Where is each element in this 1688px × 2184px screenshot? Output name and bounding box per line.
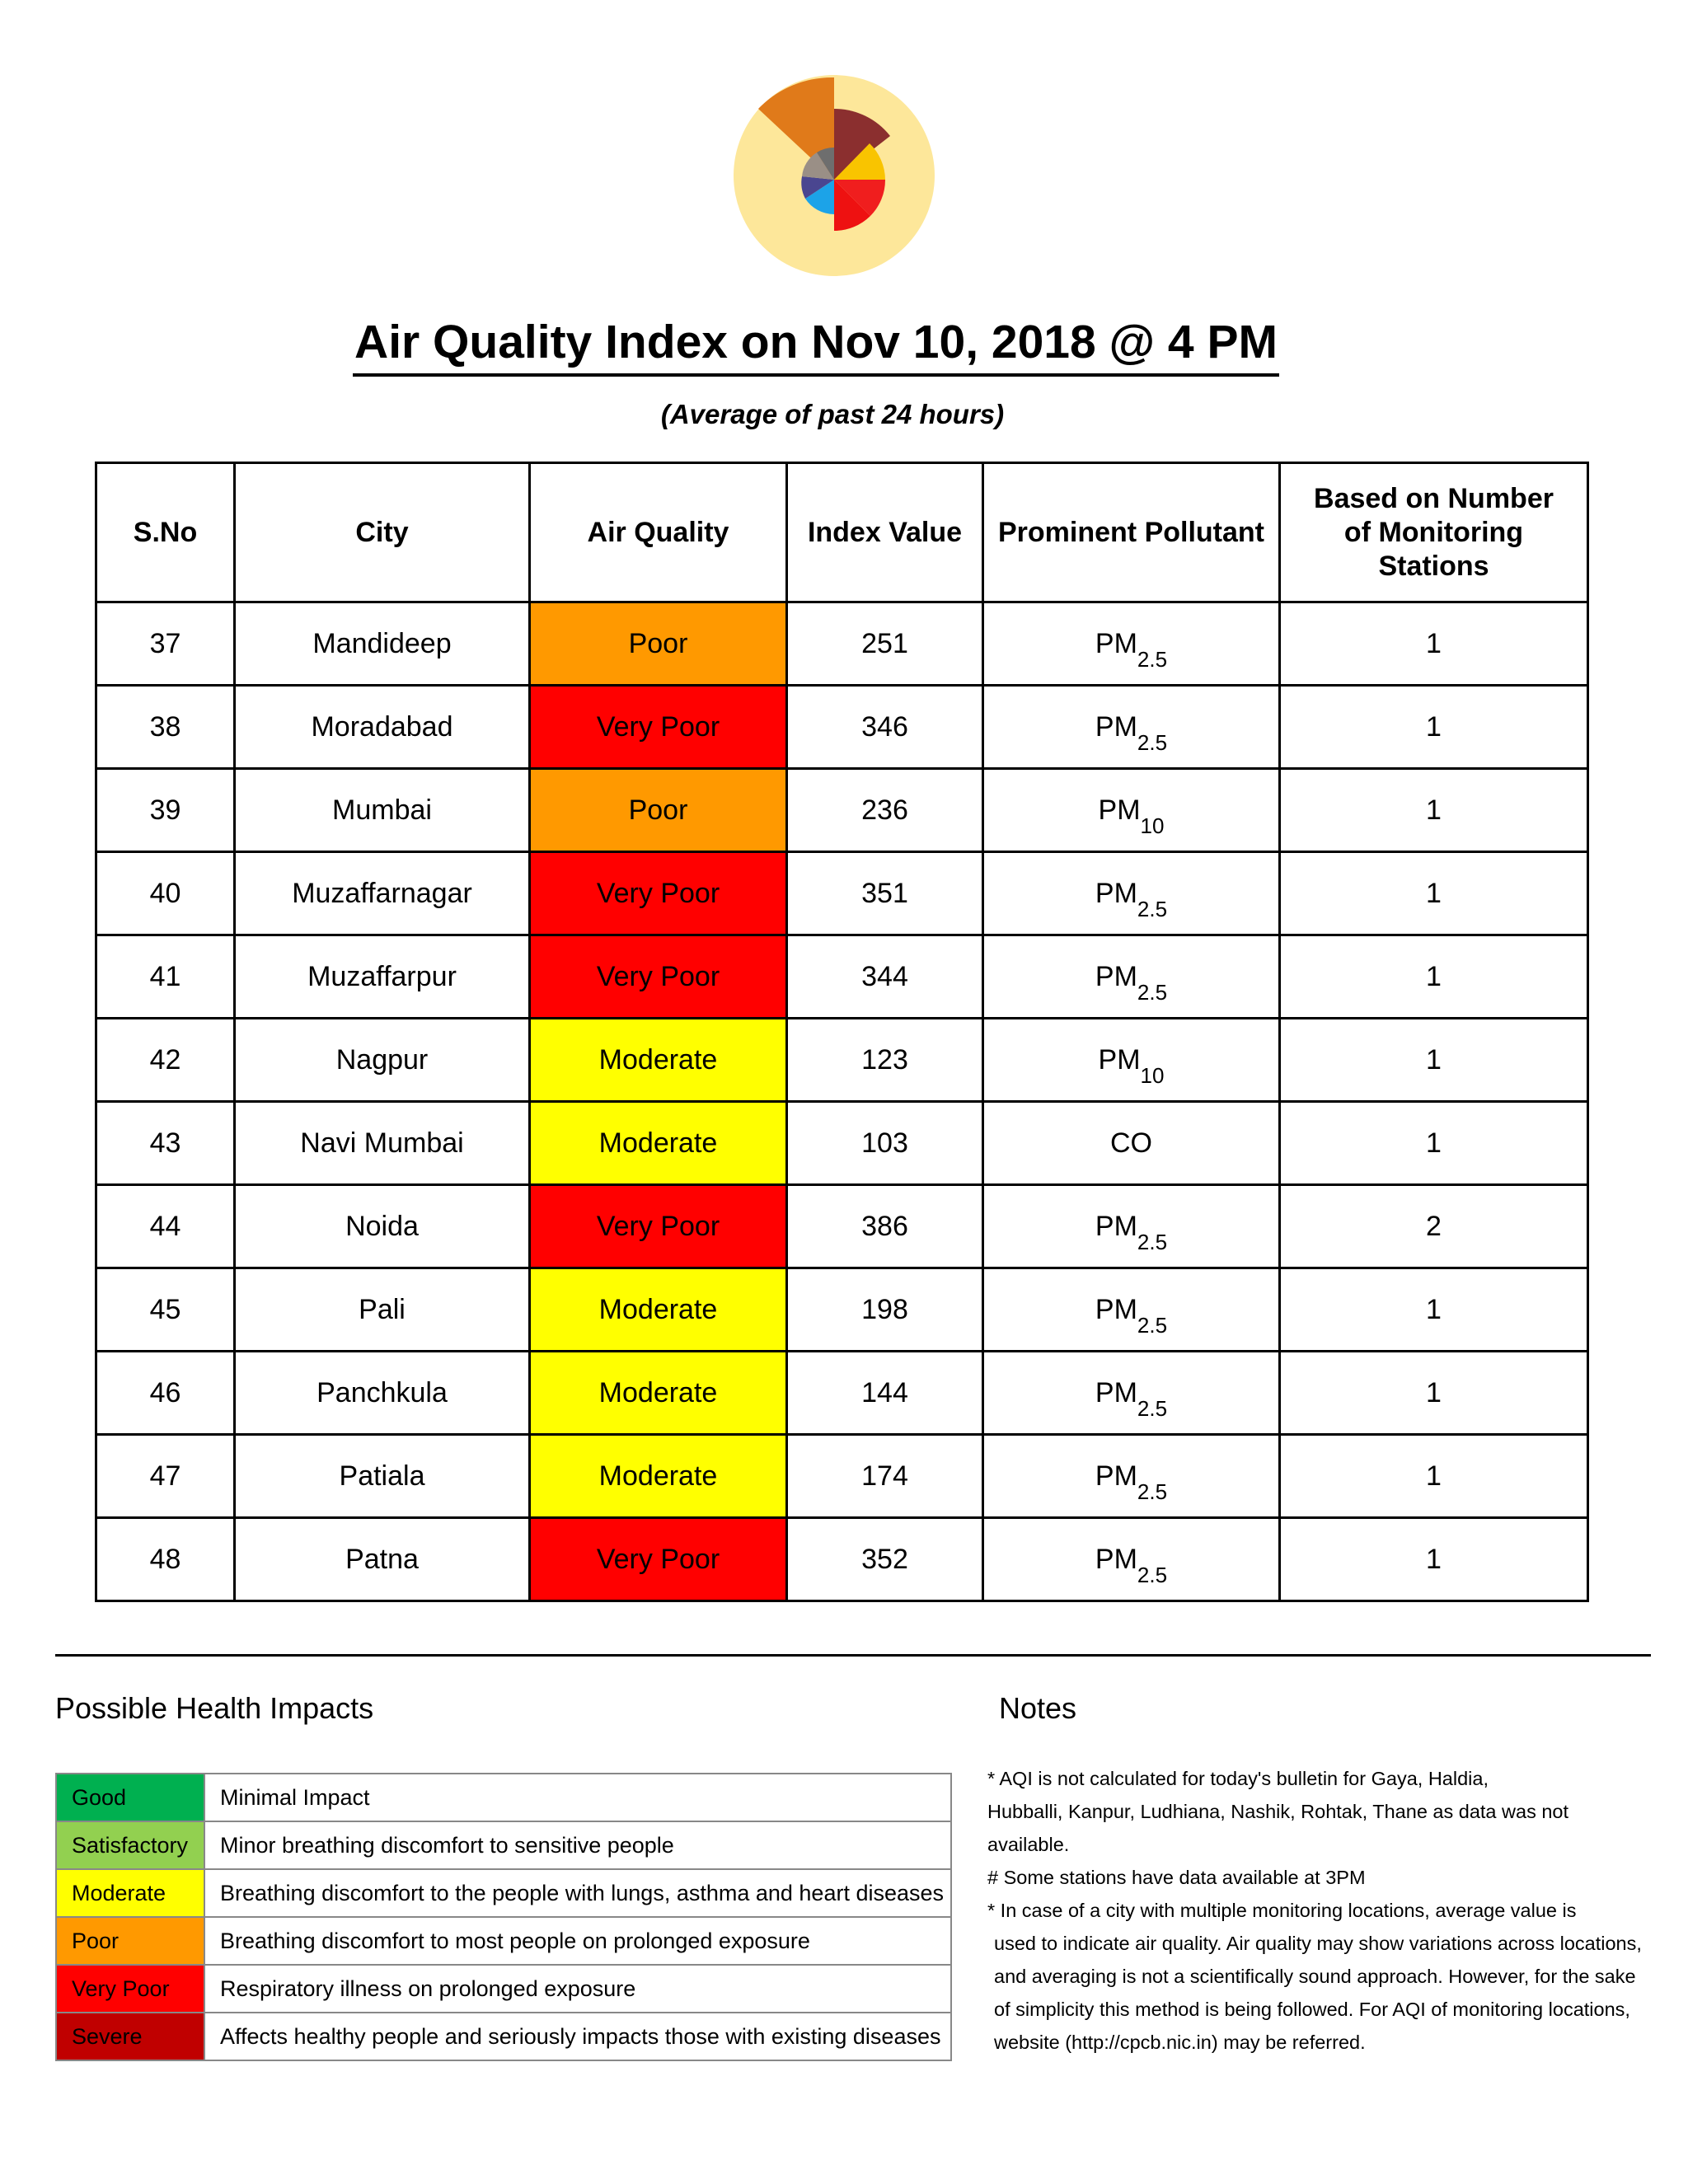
- sno-cell: 44: [96, 1185, 235, 1268]
- column-header: Index Value: [787, 463, 983, 602]
- title-underline: [353, 373, 1279, 377]
- notes-text: [987, 1762, 1663, 2059]
- pollutant-cell: [983, 1268, 1280, 1352]
- city-cell: Pali: [235, 1268, 530, 1352]
- pollutant-subscript: 10: [1140, 1062, 1165, 1088]
- table-row: [96, 1518, 1588, 1601]
- pollutant-cell: [983, 1185, 1280, 1268]
- stations-cell: 2: [1280, 1185, 1588, 1268]
- pollutant-cell: [983, 1352, 1280, 1435]
- pollutant-cell: [983, 852, 1280, 935]
- city-cell: Navi Mumbai: [235, 1102, 530, 1185]
- pollutant-cell: [983, 1518, 1280, 1601]
- sno-cell: 42: [96, 1019, 235, 1102]
- impact-cell: Respiratory illness on prolonged exposure: [204, 1965, 951, 2013]
- sno-cell: 39: [96, 769, 235, 852]
- index-value-cell: 103: [787, 1102, 983, 1185]
- city-cell: Patiala: [235, 1435, 530, 1518]
- index-value-cell: 144: [787, 1352, 983, 1435]
- table-header-row: [96, 463, 1588, 602]
- aqi-table: [95, 462, 1589, 1602]
- city-cell: Muzaffarpur: [235, 935, 530, 1019]
- pollutant-name: PM: [1095, 960, 1137, 992]
- pollutant-subscript: 2.5: [1137, 646, 1168, 672]
- column-header: Prominent Pollutant: [983, 463, 1280, 602]
- pollutant-cell: [983, 602, 1280, 686]
- table-row: [96, 935, 1588, 1019]
- pollutant-subscript: 2.5: [1137, 1312, 1168, 1338]
- column-header: Based on Number of Monitoring Stations: [1280, 463, 1588, 602]
- air-quality-cell: Moderate: [530, 1352, 787, 1435]
- pollutant-name: PM: [1098, 794, 1141, 826]
- air-quality-cell: Very Poor: [530, 852, 787, 935]
- impact-cell: Minor breathing discomfort to sensitive people: [204, 1821, 951, 1869]
- pollutant-name: PM: [1095, 1293, 1137, 1325]
- air-quality-cell: Very Poor: [530, 1185, 787, 1268]
- note-line: Hubballi, Kanpur, Ludhiana, Nashik, Rohtak, Thane as data was not: [987, 1801, 1569, 1822]
- page-subtitle: (Average of past 24 hours): [660, 399, 1005, 429]
- note-line: of simplicity this method is being followed. For AQI of monitoring locations,: [994, 1999, 1630, 2020]
- index-value-cell: 344: [787, 935, 983, 1019]
- table-row: [96, 1019, 1588, 1102]
- pollutant-subscript: 2.5: [1137, 1229, 1168, 1254]
- city-cell: Moradabad: [235, 686, 530, 769]
- health-row: [56, 2013, 951, 2060]
- aqi-level-cell: Very Poor: [56, 1965, 204, 2013]
- health-row: [56, 1821, 951, 1869]
- pollutant-name: PM: [1095, 1376, 1137, 1408]
- stations-cell: 1: [1280, 1268, 1588, 1352]
- notes-heading: Notes: [999, 1691, 1077, 1725]
- pollutant-cell: [983, 935, 1280, 1019]
- pollutant-name: PM: [1095, 1460, 1137, 1492]
- column-header: Air Quality: [530, 463, 787, 602]
- impact-cell: Breathing discomfort to the people with lungs, asthma and heart diseases: [204, 1869, 951, 1917]
- table-row: [96, 1352, 1588, 1435]
- city-cell: Mandideep: [235, 602, 530, 686]
- stations-cell: 1: [1280, 1435, 1588, 1518]
- stations-cell: 1: [1280, 1102, 1588, 1185]
- column-header: S.No: [96, 463, 235, 602]
- aqi-level-cell: Good: [56, 1774, 204, 1821]
- health-row: [56, 1869, 951, 1917]
- air-quality-cell: Poor: [530, 602, 787, 686]
- pollutant-subscript: 2.5: [1137, 1479, 1168, 1504]
- column-header: City: [235, 463, 530, 602]
- city-cell: Panchkula: [235, 1352, 530, 1435]
- aqi-level-cell: Severe: [56, 2013, 204, 2060]
- table-row: [96, 769, 1588, 852]
- health-row: [56, 1917, 951, 1965]
- pollutant-subscript: 2.5: [1137, 979, 1168, 1005]
- pollutant-cell: [983, 686, 1280, 769]
- sno-cell: 46: [96, 1352, 235, 1435]
- sno-cell: 41: [96, 935, 235, 1019]
- pollutant-cell: [983, 1019, 1280, 1102]
- impact-cell: Affects healthy people and seriously impacts those with existing diseases: [204, 2013, 951, 2060]
- stations-cell: 1: [1280, 935, 1588, 1019]
- sno-cell: 40: [96, 852, 235, 935]
- pollutant-name: PM: [1095, 877, 1137, 909]
- pollutant-name: PM: [1095, 627, 1137, 659]
- city-cell: Noida: [235, 1185, 530, 1268]
- aqi-level-cell: Moderate: [56, 1869, 204, 1917]
- health-row: [56, 1774, 951, 1821]
- table-row: [96, 602, 1588, 686]
- index-value-cell: 174: [787, 1435, 983, 1518]
- sno-cell: 38: [96, 686, 235, 769]
- stations-cell: 1: [1280, 852, 1588, 935]
- city-cell: Nagpur: [235, 1019, 530, 1102]
- sno-cell: 48: [96, 1518, 235, 1601]
- index-value-cell: 236: [787, 769, 983, 852]
- pollutant-subscript: 2.5: [1137, 896, 1168, 921]
- stations-cell: 1: [1280, 1352, 1588, 1435]
- city-cell: Mumbai: [235, 769, 530, 852]
- air-quality-cell: Moderate: [530, 1435, 787, 1518]
- aqi-pie-logo-icon: [731, 73, 937, 279]
- note-line: website (http://cpcb.nic.in) may be referred.: [994, 2032, 1366, 2053]
- note-line: * AQI is not calculated for today's bulletin for Gaya, Haldia,: [987, 1768, 1489, 1789]
- sno-cell: 45: [96, 1268, 235, 1352]
- sno-cell: 47: [96, 1435, 235, 1518]
- index-value-cell: 352: [787, 1518, 983, 1601]
- health-impacts-table: [55, 1773, 952, 2061]
- table-row: [96, 686, 1588, 769]
- page-title: Air Quality Index on Nov 10, 2018 @ 4 PM: [354, 316, 1278, 368]
- index-value-cell: 351: [787, 852, 983, 935]
- table-row: [96, 1435, 1588, 1518]
- city-cell: Muzaffarnagar: [235, 852, 530, 935]
- pollutant-name: PM: [1098, 1043, 1141, 1076]
- pollutant-cell: [983, 769, 1280, 852]
- city-cell: Patna: [235, 1518, 530, 1601]
- aqi-level-cell: Satisfactory: [56, 1821, 204, 1869]
- note-line: available.: [987, 1834, 1070, 1855]
- air-quality-cell: Moderate: [530, 1019, 787, 1102]
- air-quality-cell: Very Poor: [530, 1518, 787, 1601]
- table-row: [96, 1102, 1588, 1185]
- pollutant-subscript: 2.5: [1137, 1562, 1168, 1587]
- index-value-cell: 123: [787, 1019, 983, 1102]
- impact-cell: Minimal Impact: [204, 1774, 951, 1821]
- health-impacts-heading: Possible Health Impacts: [55, 1691, 374, 1725]
- stations-cell: 1: [1280, 602, 1588, 686]
- air-quality-cell: Moderate: [530, 1268, 787, 1352]
- pollutant-subscript: 2.5: [1137, 729, 1168, 755]
- pollutant-subscript: 10: [1140, 813, 1165, 838]
- pollutant-subscript: 2.5: [1137, 1395, 1168, 1421]
- air-quality-cell: Very Poor: [530, 686, 787, 769]
- health-row: [56, 1965, 951, 2013]
- stations-cell: 1: [1280, 1518, 1588, 1601]
- index-value-cell: 346: [787, 686, 983, 769]
- pollutant-name: CO: [1110, 1127, 1152, 1159]
- air-quality-cell: Poor: [530, 769, 787, 852]
- index-value-cell: 386: [787, 1185, 983, 1268]
- pollutant-cell: [983, 1435, 1280, 1518]
- index-value-cell: 198: [787, 1268, 983, 1352]
- stations-cell: 1: [1280, 686, 1588, 769]
- air-quality-cell: Moderate: [530, 1102, 787, 1185]
- stations-cell: 1: [1280, 1019, 1588, 1102]
- aqi-level-cell: Poor: [56, 1917, 204, 1965]
- sno-cell: 43: [96, 1102, 235, 1185]
- pollutant-name: PM: [1095, 710, 1137, 743]
- table-row: [96, 852, 1588, 935]
- note-line: * In case of a city with multiple monitoring locations, average value is: [987, 1900, 1577, 1921]
- pollutant-cell: [983, 1102, 1280, 1185]
- note-line: used to indicate air quality. Air quality may show variations across locations,: [994, 1933, 1642, 1954]
- pollutant-name: PM: [1095, 1210, 1137, 1242]
- sno-cell: 37: [96, 602, 235, 686]
- table-row: [96, 1185, 1588, 1268]
- pollutant-name: PM: [1095, 1543, 1137, 1575]
- note-line: # Some stations have data available at 3PM: [987, 1867, 1366, 1888]
- stations-cell: 1: [1280, 769, 1588, 852]
- index-value-cell: 251: [787, 602, 983, 686]
- impact-cell: Breathing discomfort to most people on prolonged exposure: [204, 1917, 951, 1965]
- table-row: [96, 1268, 1588, 1352]
- section-divider: [55, 1654, 1651, 1657]
- note-line: and averaging is not a scientifically sound approach. However, for the sake: [994, 1966, 1636, 1987]
- air-quality-cell: Very Poor: [530, 935, 787, 1019]
